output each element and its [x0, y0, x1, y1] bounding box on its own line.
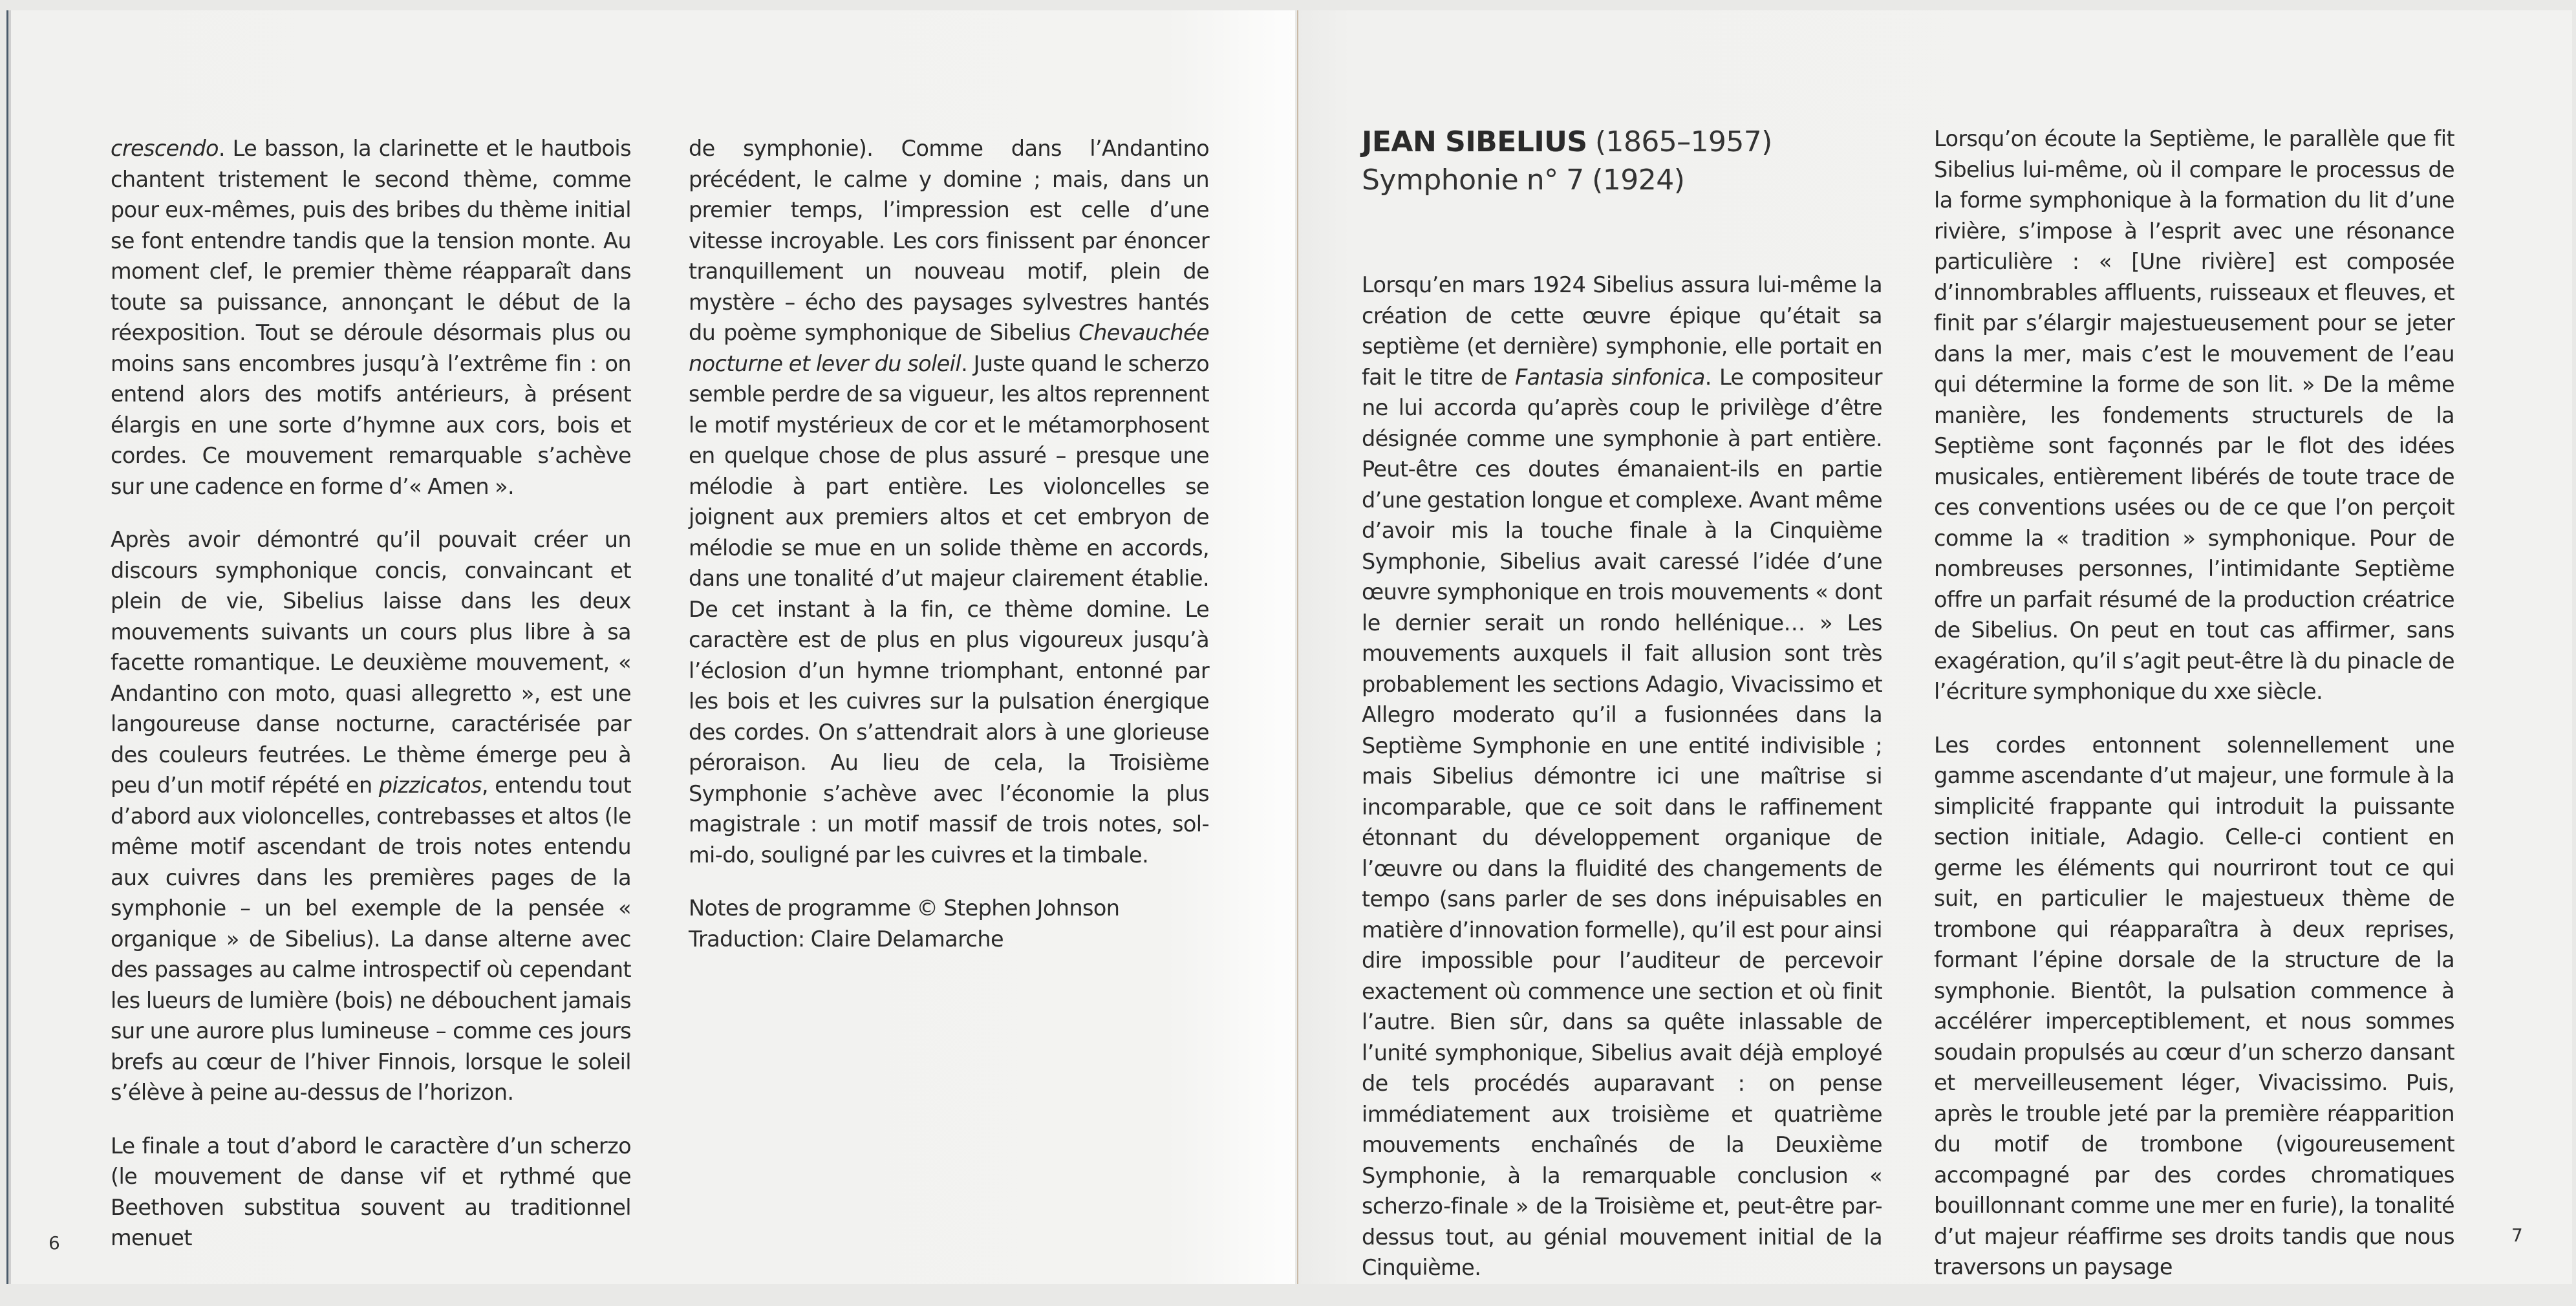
composer-name: JEAN SIBELIUS — [1362, 125, 1587, 158]
left-column-2 — [689, 133, 1209, 954]
section-heading — [1362, 123, 1882, 200]
heading-line — [1362, 123, 1882, 161]
paragraph: Lorsqu’on écoute la Septième, le parallèle que fit Sibelius lui-même, où il compare le processus de la forme symphonique à la formation du lit d’une rivière, s’impose à l’esprit avec une résonance particulière : « [Une rivière] est composée d’innombrables affluents, ruisseaux et fleuves, et finit par s’élargir majestueusement pour se jeter dans la mer, mais c’est le mouvement de l’eau qui détermine la forme de son lit. » De la même manière, les fondements structurels de la Septième sont façonnés par le flot des idées musicales, entièrement libérés de toute trace de ces conventions usées ou de ce que l’on perçoit comme la « tradition » symphonique. Pour de nombreuses personnes, l’intimidante Septième offre un parfait résumé de la production créatrice de Sibelius. On peut en tout cas affirmer, sans exagération, qu’il s’agit peut-être là du pinacle de l’écriture symphonique du xxe siècle. — [1934, 126, 2454, 704]
italic-term: crescendo — [111, 136, 219, 161]
page-number: 6 — [48, 1232, 60, 1254]
notes-credit: Notes de programme © Stephen Johnson — [689, 895, 1120, 921]
translation-credit: Traduction: Claire Delamarche — [689, 926, 1004, 952]
paragraph: Le finale a tout d’abord le caractère d’un scherzo (le mouvement de danse vif et rythmé que Beethoven substitua souvent au traditionnel menuet — [111, 1133, 631, 1250]
page-number: 7 — [2511, 1225, 2523, 1246]
paragraph: Après avoir démontré qu’il pouvait créer un discours symphonique concis, convaincant et plein de vie, Sibelius laisse dans les deux mouvements suivants un cours plus libre à sa facette romantique. Le deuxième mouvement, « Andantino con moto, quasi allegretto », est une langoureuse danse nocturne, caractérisée par des couleurs feutrées. Le thème émerge peu à peu d’un motif répété en pizzicatos, entendu tout d’abord aux violoncelles, contrebasses et altos (le même motif ascendant de trois notes entendu aux cuivres dans les premières pages de la symphonie – un bel exemple de la pensée « organique » de Sibelius). La danse alterne avec des passages au calme introspectif où cependant les lueurs de lumière (bois) ne débouchent jamais sur une aurore plus lumineuse – comme ces jours brefs au cœur de l’hiver Finnois, lorsque le soleil s’élève à peine au-dessus de l’horizon. — [111, 527, 631, 1105]
italic-term: pizzicatos — [378, 773, 482, 798]
paragraph: de symphonie). Comme dans l’Andantino précédent, le calme y domine ; mais, dans un premier temps, l’impression est celle d’une vitesse incroyable. Les cors finissent par énoncer tranquillement un nouveau motif, plein de mystère – écho des paysages sylvestres hantés du poème symphonique de Sibelius Chevauchée nocturne et lever du soleil. Juste quand le scherzo semble perdre de sa vigueur, les altos reprennent le motif mystérieux de cor et le métamorphosent en quelque chose de plus assuré – presque une mélodie à part entière. Les violoncelles se joignent aux premiers altos et cet embryon de mélodie se mue en un solide thème en accords, dans une tonalité d’ut majeur clairement établie. De cet instant à la fin, ce thème domine. Le caractère est de plus en plus vigoureux jusqu’à l’éclosion d’un hymne triomphant, entonné par les bois et les cuivres sur la pulsation énergique des cordes. On s’attendrait alors à une glorieuse péroraison. Au lieu de cela, la Troisième Symphonie s’achève avec l’économie la plus magistrale : un motif massif de trois notes, sol-mi-do, souligné par les cuivres et la timbale. — [689, 136, 1209, 868]
paragraph: crescendo. Le basson, la clarinette et le hautbois chantent tristement le second thème, comme pour eux-mêmes, puis des bribes du thème initial se font entendre tandis que la tension monte. Au moment clef, le premier thème réapparaît dans toute sa puissance, annonçant le début de la réexposition. Tout se déroule désormais plus ou moins sans encombres jusqu’à l’extrême fin : on entend alors des motifs antérieurs, à présent élargis en une sorte d’hymne aux cors, bois et cordes. Ce mouvement remarquable s’achève sur une cadence en forme d’« Amen ». — [111, 136, 631, 499]
italic-title: Chevauchée nocturne et lever du soleil — [689, 320, 1209, 376]
paragraph: Lorsqu’en mars 1924 Sibelius assura lui-même la création de cette œuvre épique qu’était sa septième (et dernière) symphonie, elle portait en fait le titre de Fantasia sinfonica. Le compositeur ne lui accorda qu’après coup le privilège d’être désignée comme une symphonie à part entière. Peut-être ces doutes émanaient-ils en partie d’une gestation longue et complexe. Avant même d’avoir mis la touche finale à la Cinquième Symphonie, Sibelius avait caressé l’idée d’une œuvre symphonique en trois mouvements « dont le dernier serait un rondo hellénique… » Les mouvements auxquels il fait allusion sont très probablement les sections Adagio, Vivacissimo et Allegro moderato qu’il a fusionnées dans la Septième Symphonie en une entité indivisible ; mais Sibelius démontre ici une maîtrise si incomparable, que ce soit dans le raffinement étonnant du développement organique de l’œuvre ou dans la fluidité des changements de tempo (sans parler de ses dons inépuisables en matière d’innovation formelle), qu’il est pour ainsi dire impossible pour l’auditeur de percevoir exactement où commence une section et où finit l’autre. Bien sûr, dans sa quête inlassable de l’unité symphonique, Sibelius avait déjà employé de tels procédés auparavant : on pense immédiatement aux troisième et quatrième mouvements enchaînés de la Deuxième Symphonie, à la remarquable conclusion « scherzo-finale » de la Troisième et, peut-être par-dessus tout, au génial mouvement initial de la Cinquième. — [1362, 272, 1882, 1280]
right-page — [1297, 10, 2572, 1284]
right-column-2 — [1934, 123, 2454, 1305]
italic-title: Fantasia sinfonica — [1514, 364, 1705, 390]
credits — [689, 893, 1209, 954]
left-page — [6, 10, 1295, 1284]
paragraph: Les cordes entonnent solennellement une gamme ascendante d’ut majeur, une formule à la simplicité frappante qui introduit la puissante section initiale, Adagio. Celle-ci contient en germe les éléments qui nourriront tout ce qui suit, en particulier le majestueux thème de trombone qui réapparaîtra à deux reprises, formant l’épine dorsale de la structure de la symphonie. Bientôt, la pulsation commence à accélérer imperceptiblement, et nous sommes soudain propulsés au cœur d’un scherzo dansant et merveilleusement léger, Vivacissimo. Puis, après le trouble jeté par la première réapparition du motif de trombone (vigoureusement accompagné par des cordes chromatiques bouillonnant comme une mer en furie), la tonalité d’ut majeur réaffirme ses droits tandis que nous traversons un paysage — [1934, 732, 2454, 1279]
composer-dates: (1865–1957) — [1587, 125, 1772, 158]
right-column-1 — [1362, 123, 1882, 1306]
work-title: Symphonie n° 7 (1924) — [1362, 164, 1685, 197]
left-column-1 — [111, 133, 631, 1276]
